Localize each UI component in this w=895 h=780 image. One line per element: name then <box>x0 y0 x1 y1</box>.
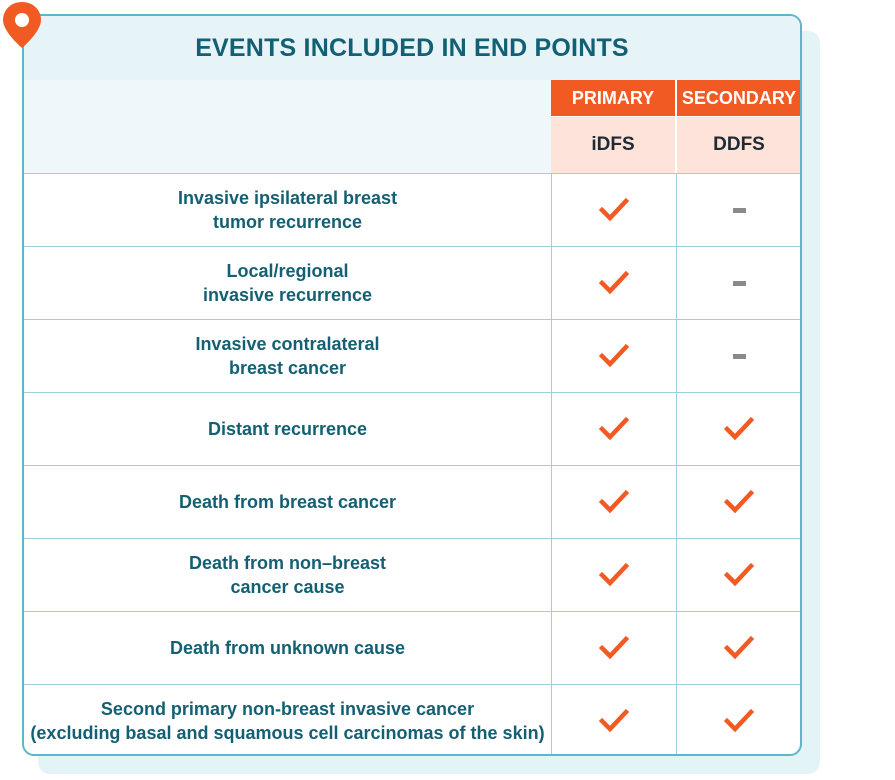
table-row <box>24 319 800 392</box>
checkmark-icon <box>724 562 754 588</box>
endpoints-table-card <box>22 14 802 756</box>
idfs-cell <box>551 393 676 465</box>
checkmark-icon <box>599 270 629 296</box>
column-group-secondary: SECONDARY <box>677 80 801 116</box>
event-label: Death from breast cancer <box>178 492 397 512</box>
idfs-cell <box>551 466 676 538</box>
ddfs-cell <box>676 174 801 246</box>
column-header-ddfs: DDFS <box>677 117 801 173</box>
idfs-cell <box>551 685 676 756</box>
location-pin-icon <box>0 0 44 52</box>
table-row <box>24 538 800 611</box>
ddfs-cell <box>676 393 801 465</box>
event-label: Death from unknown cause <box>169 638 406 658</box>
event-label: Local/regional invasive recurrence <box>202 261 373 305</box>
table-row <box>24 684 800 756</box>
idfs-cell <box>551 247 676 319</box>
checkmark-icon <box>599 197 629 223</box>
checkmark-icon <box>599 562 629 588</box>
table-row <box>24 392 800 465</box>
checkmark-icon <box>724 416 754 442</box>
checkmark-icon <box>724 489 754 515</box>
ddfs-cell <box>676 247 801 319</box>
idfs-cell <box>551 612 676 684</box>
idfs-cell <box>551 320 676 392</box>
idfs-cell <box>551 174 676 246</box>
column-group-primary: PRIMARY <box>551 80 675 116</box>
event-label: Death from non–breast cancer cause <box>188 553 387 597</box>
ddfs-cell <box>676 685 801 756</box>
checkmark-icon <box>724 635 754 661</box>
ddfs-cell <box>676 466 801 538</box>
table-row <box>24 611 800 684</box>
event-label: Second primary non-breast invasive cancer (excluding basal and squamous cell carcinomas of the skin) <box>30 699 545 743</box>
checkmark-icon <box>599 708 629 734</box>
checkmark-icon <box>599 489 629 515</box>
idfs-cell <box>551 539 676 611</box>
table-row <box>24 173 800 246</box>
event-label: Distant recurrence <box>207 419 368 439</box>
checkmark-icon <box>599 635 629 661</box>
dash-icon <box>733 208 746 213</box>
dash-icon <box>733 281 746 286</box>
ddfs-cell <box>676 612 801 684</box>
column-header-idfs: iDFS <box>551 117 675 173</box>
event-label: Invasive ipsilateral breast tumor recurrence <box>177 188 398 232</box>
checkmark-icon <box>724 708 754 734</box>
ddfs-cell <box>676 539 801 611</box>
dash-icon <box>733 354 746 359</box>
table-row <box>24 465 800 538</box>
table-title: EVENTS INCLUDED IN END POINTS <box>24 16 800 80</box>
checkmark-icon <box>599 416 629 442</box>
checkmark-icon <box>599 343 629 369</box>
header-blank-cell <box>24 80 551 173</box>
table-row <box>24 246 800 319</box>
ddfs-cell <box>676 320 801 392</box>
event-label: Invasive contralateral breast cancer <box>195 334 380 378</box>
